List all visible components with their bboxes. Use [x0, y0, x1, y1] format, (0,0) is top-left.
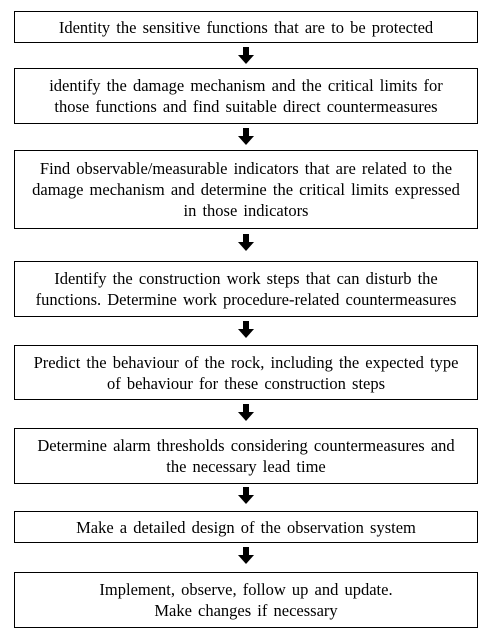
- step-4-line-2: functions. Determine work procedure-related countermeasures: [35, 290, 457, 309]
- step-2-line-1: identify the damage mechanism and the critical limits for: [49, 76, 443, 95]
- step-6-line-2: the necessary lead time: [166, 457, 326, 476]
- step-3-line-1: Find observable/measurable indicators that are related to the: [39, 159, 453, 178]
- step-2-box: [14, 68, 478, 124]
- step-2-line-2: those functions and find suitable direct countermeasures: [54, 97, 438, 116]
- step-3-line-2: damage mechanism and determine the critical limits expressed: [32, 180, 460, 199]
- step-6-line-1: Determine alarm thresholds considering countermeasures and: [37, 436, 455, 455]
- step-3-line-3: in those indicators: [183, 201, 309, 220]
- step-5-line-2: of behaviour for these construction steps: [106, 373, 386, 393]
- step-4-box: [14, 261, 478, 317]
- step-8-line-2: Make changes if necessary: [154, 601, 338, 620]
- down-arrow-icon: [237, 128, 255, 146]
- down-arrow-icon: [237, 487, 255, 505]
- step-5-line-1: Predict the behaviour of the rock, including the expected type: [33, 352, 459, 372]
- step-8-box: [14, 572, 478, 628]
- step-4-line-1: Identify the construction work steps that can disturb the: [54, 269, 438, 288]
- down-arrow-icon: [237, 321, 255, 339]
- step-8-line-1: Implement, observe, follow up and update.: [99, 580, 393, 599]
- step-1-line-1: Identity the sensitive functions that are to be protected: [58, 17, 434, 37]
- down-arrow-icon: [237, 47, 255, 65]
- step-3-box: [14, 150, 478, 229]
- step-6-box: [14, 428, 478, 484]
- down-arrow-icon: [237, 404, 255, 422]
- step-7-box: [14, 511, 478, 543]
- step-5-box: [14, 345, 478, 400]
- down-arrow-icon: [237, 547, 255, 565]
- down-arrow-icon: [237, 234, 255, 252]
- step-1-box: [14, 11, 478, 43]
- step-7-line-1: Make a detailed design of the observation system: [76, 517, 416, 537]
